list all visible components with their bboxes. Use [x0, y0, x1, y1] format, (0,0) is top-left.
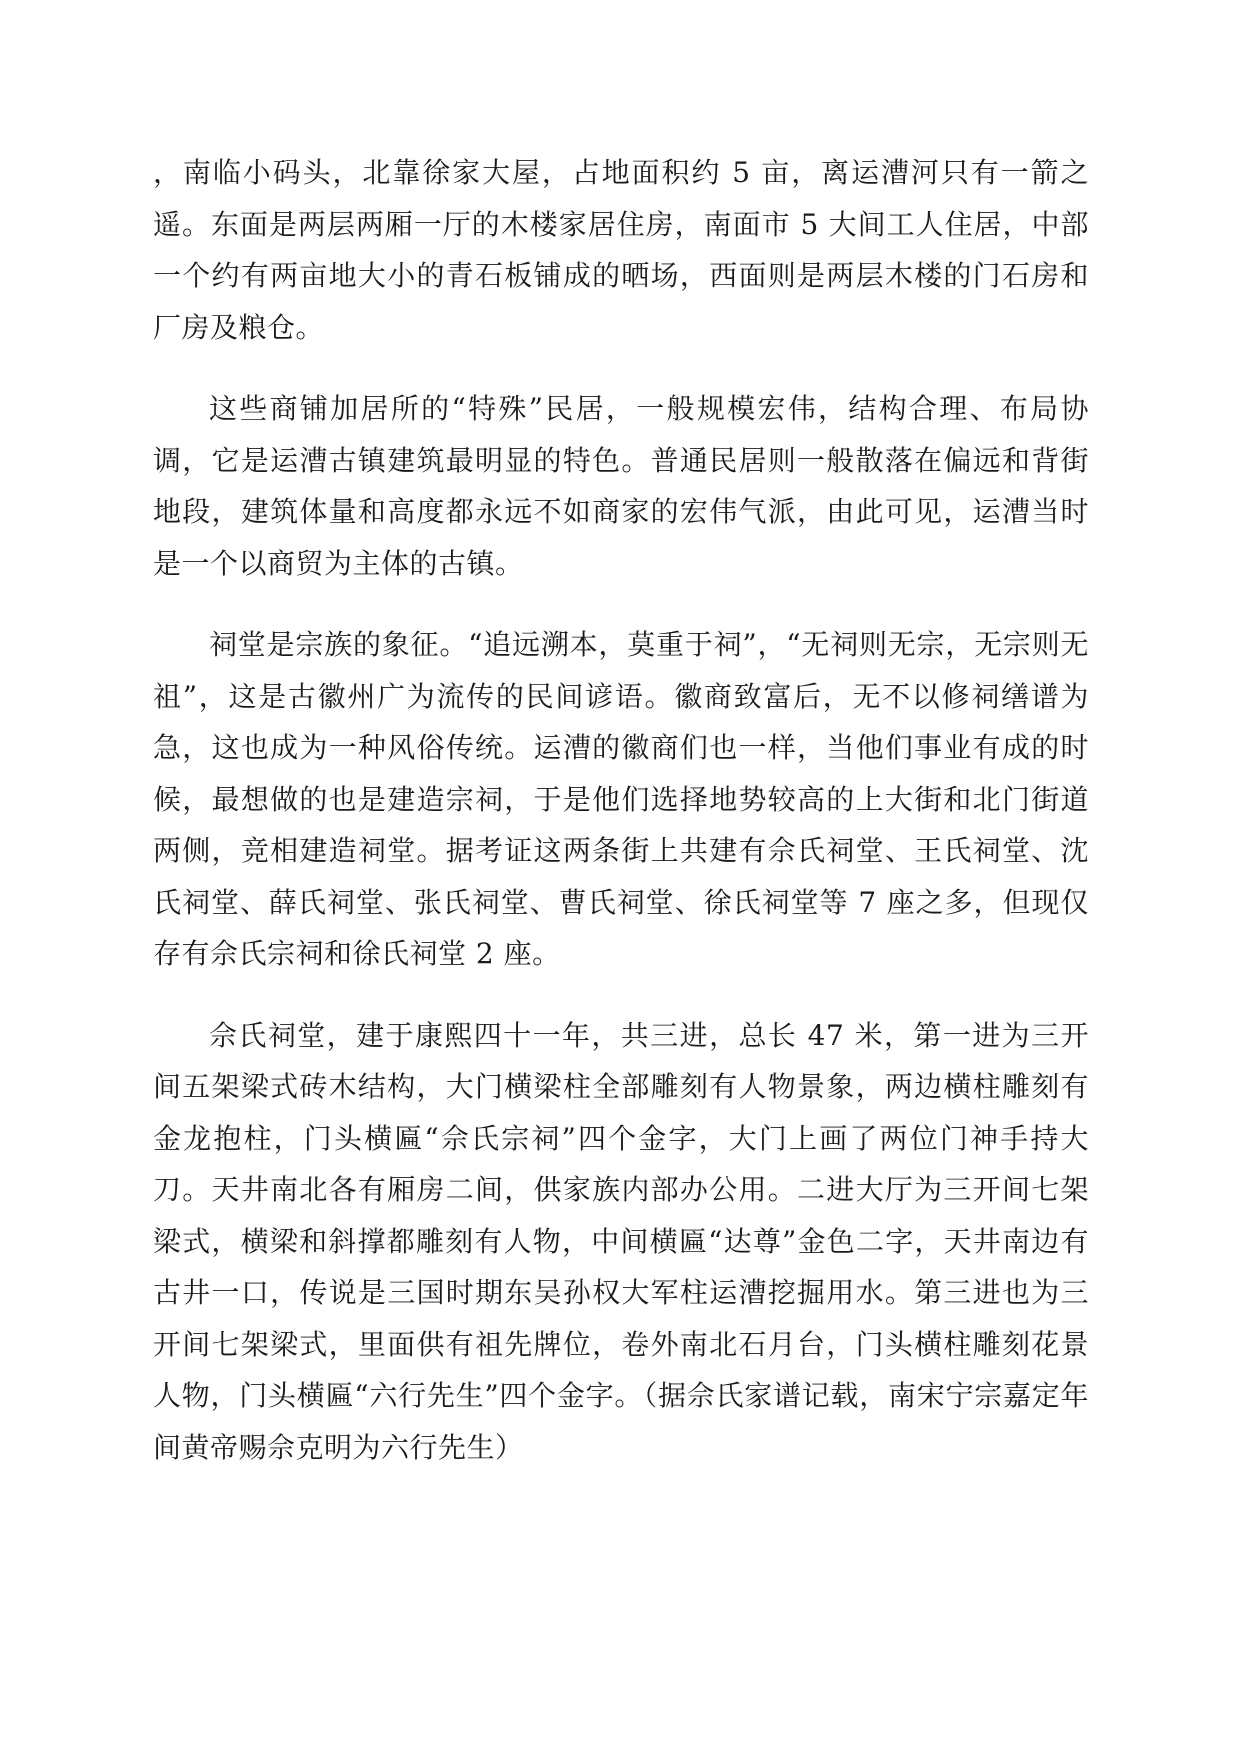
paragraph-ancestral-halls: 祠堂是宗族的象征。“追远溯本，莫重于祠”，“无祠则无宗，无宗则无祖”，这是古徽州广为流传的民间谚语。徽商致富后，无不以修祠缮谱为急，这也成为一种风俗传统。运漕的徽商们也一样，当他们事业有成的时候，最想做的也是建造宗祠，于是他们选择地势较高的上大街和北门街道两侧，竞相建造祠堂。据考证这两条街上共建有佘氏祠堂、王氏祠堂、沈氏祠堂、薛氏祠堂、张氏祠堂、曹氏祠堂、徐氏祠堂等 7 座之多，但现仅存有佘氏宗祠和徐氏祠堂 2 座。 [153, 628, 1089, 970]
paragraph-merchant-residences: 这些商铺加居所的“特殊”民居，一般规模宏伟，结构合理、布局协调，它是运漕古镇建筑最明显的特色。普通民居则一般散落在偏远和背街地段，建筑体量和高度都永远不如商家的宏伟气派，由此可见，运漕当时是一个以商贸为主体的古镇。 [153, 392, 1089, 580]
paragraph-she-ancestral-hall: 佘氏祠堂，建于康熙四十一年，共三进，总长 47 米，第一进为三开间五架梁式砖木结构，大门横梁柱全部雕刻有人物景象，两边横柱雕刻有金龙抱柱，门头横匾“佘氏宗祠”四个金字，大门上画了两位门神手持大刀。天井南北各有厢房二间，供家族内部办公用。二进大厅为三开间七架梁式，横梁和斜撑都雕刻有人物，中间横匾“达尊”金色二字，天井南边有古井一口，传说是三国时期东吴孙权大军柱运漕挖掘用水。第三进也为三开间七架梁式，里面供有祖先牌位，卷外南北石月台，门头横柱雕刻花景人物，门头横匾“六行先生”四个金字。（据佘氏家谱记载，南宋宁宗嘉定年间黄帝赐佘克明为六行先生） [153, 1018, 1089, 1464]
paragraph-continuation: ，南临小码头，北靠徐家大屋，占地面积约 5 亩，离运漕河只有一箭之遥。东面是两层两厢一厅的木楼家居住房，南面市 5 大间工人住居，中部一个约有两亩地大小的青石板铺成的晒场，西面则是两层木楼的门石房和厂房及粮仓。 [153, 156, 1089, 344]
document-page [153, 147, 1089, 1503]
